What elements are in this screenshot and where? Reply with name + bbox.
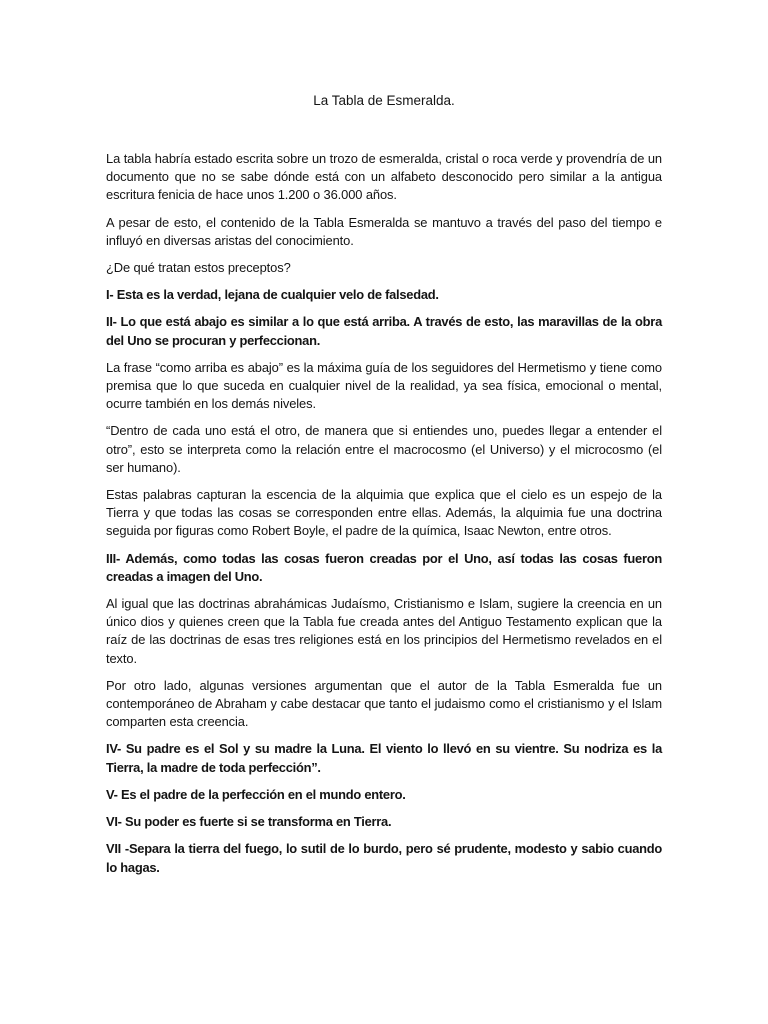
- paragraph-como-arriba: La frase “como arriba es abajo” es la máxima guía de los seguidores del Hermetismo y tiene como premisa que lo que suceda en cualquier nivel de la realidad, ya sea física, emocional o mental, ocurre también en los demás niveles.: [106, 359, 662, 412]
- paragraph-abraham: Por otro lado, algunas versiones argumentan que el autor de la Tabla Esmeralda fue un contemporáneo de Abraham y cabe destacar que tanto el judaismo como el cristianismo y el Islam comparten esta creencia.: [106, 677, 662, 730]
- paragraph-influence: A pesar de esto, el contenido de la Tabla Esmeralda se mantuvo a través del paso del tiempo e influyó en diversas aristas del conocimiento.: [106, 214, 662, 248]
- paragraph-origin: La tabla habría estado escrita sobre un trozo de esmeralda, cristal o roca verde y provendría de un documento que no se sabe dónde está con un alfabeto desconocido pero similar a la antigua escritura fenicia de hace unos 1.200 o 36.000 años.: [106, 151, 662, 203]
- document-body: [106, 150, 662, 886]
- paragraph-doctrinas: Al igual que las doctrinas abrahámicas Judaísmo, Cristianismo e Islam, sugiere la creencia en un único dios y quienes creen que la Tabla fue creada antes del Antiguo Testamento explican que la raíz de las doctrinas de esas tres religiones está en los principios del Hermetismo revelados en el texto.: [106, 596, 662, 666]
- precept-ii: II- Lo que está abajo es similar a lo que está arriba. A través de esto, las maravillas de la obra del Uno se procuran y perfeccionan.: [106, 314, 662, 348]
- paragraph-alquimia: Estas palabras capturan la escencia de la alquimia que explica que el cielo es un espejo de la Tierra y que todas las cosas se corresponden entre ellas. Además, la alquimia fue una doctrina seguida por figuras como Robert Boyle, el padre de la química, Isaac Newton, entre otros.: [106, 487, 662, 539]
- precept-i: I- Esta es la verdad, lejana de cualquier velo de falsedad.: [106, 287, 439, 303]
- precept-vi: VI- Su poder es fuerte si se transforma en Tierra.: [106, 814, 392, 830]
- paragraph-dentro: “Dentro de cada uno está el otro, de manera que si entiendes uno, puedes llegar a entender el otro”, esto se interpreta como la relación entre el macrocosmo (el Universo) y el microcosmo (el ser humano).: [106, 423, 662, 475]
- precept-vii: VII -Separa la tierra del fuego, lo sutil de lo burdo, pero sé prudente, modesto y sabio cuando lo hagas.: [106, 841, 662, 875]
- precept-v: V- Es el padre de la perfección en el mundo entero.: [106, 786, 406, 802]
- document-title: La Tabla de Esmeralda.: [313, 93, 455, 108]
- precept-iv: IV- Su padre es el Sol y su madre la Luna. El viento lo llevó en su vientre. Su nodriza es la Tierra, la madre de toda perfección”.: [106, 741, 662, 775]
- paragraph-question: ¿De qué tratan estos preceptos?: [106, 260, 291, 276]
- precept-iii: III- Además, como todas las cosas fueron creadas por el Uno, así todas las cosas fueron creadas a imagen del Uno.: [106, 550, 662, 584]
